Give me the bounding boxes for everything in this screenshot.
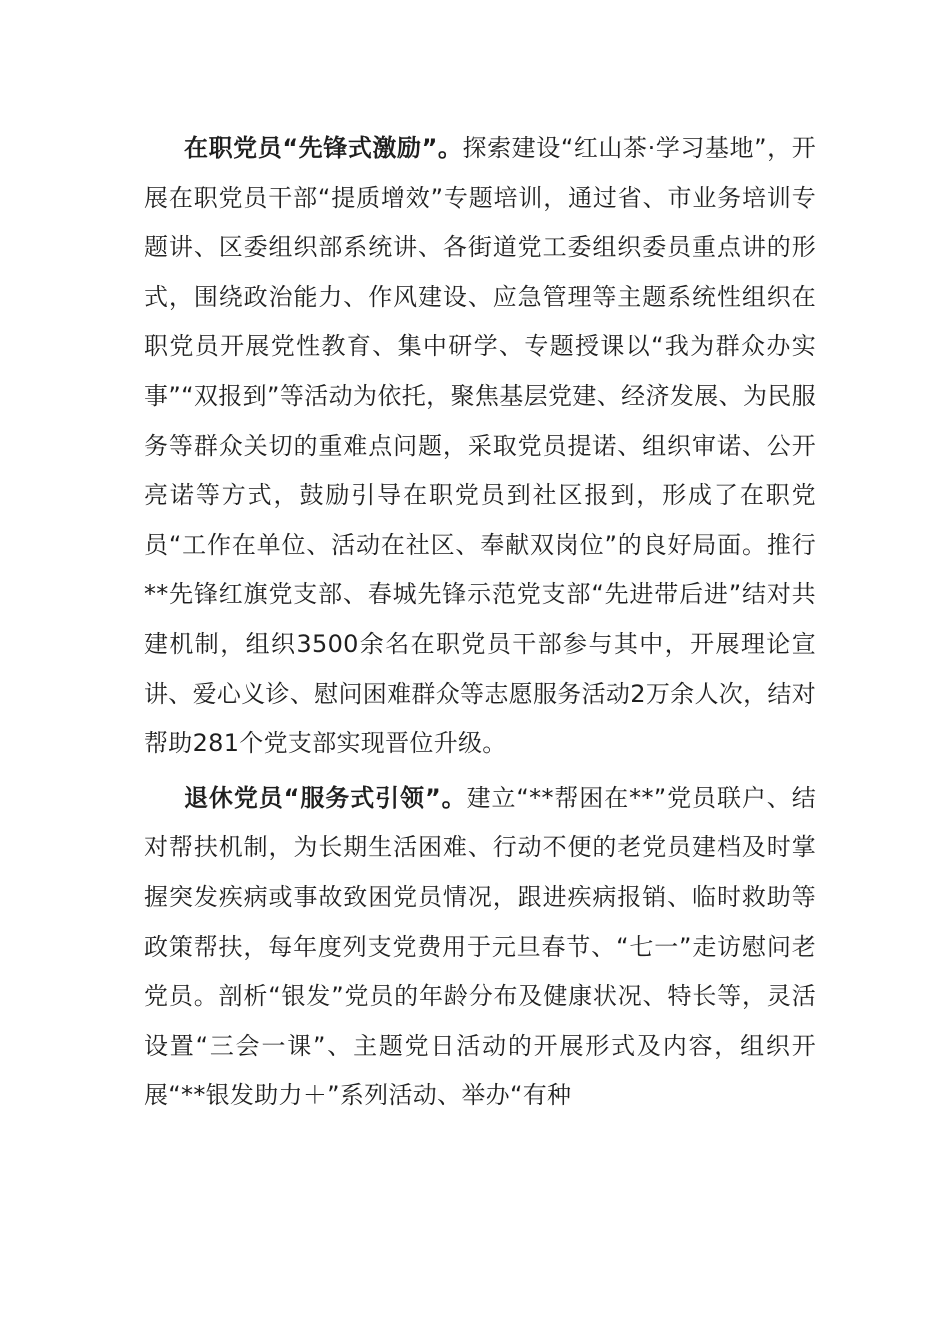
paragraph-retired-members (144, 774, 816, 1121)
paragraph-text: 建立“**帮困在**”党员联户、结对帮扶机制，为长期生活困难、行动不便的老党员建档及时掌握突发疾病或事故致困党员情况，跟进疾病报销、临时救助等政策帮扶，每年度列支党费用于元旦春节、“七一”走访慰问老党员。剖析“银发”党员的年龄分布及健康状况、特长等，灵活设置“三会一课”、主题党日活动的开展形式及内容，组织开展“**银发助力＋”系列活动、举办“有种 (144, 783, 816, 1110)
paragraph-in-service-members (144, 124, 816, 769)
paragraph-text: 探索建设“红山茶·学习基地”，开展在职党员干部“提质增效”专题培训，通过省、市业务培训专题讲、区委组织部系统讲、各街道党工委组织委员重点讲的形式，围绕政治能力、作风建设、应急管理等主题系统性组织在职党员开展党性教育、集中研学、专题授课以“我为群众办实事”“双报到”等活动为依托，聚焦基层党建、经济发展、为民服务等群众关切的重难点问题，采取党员提诺、组织审诺、公开亮诺等方式，鼓励引导在职党员到社区报到，形成了在职党员“工作在单位、活动在社区、奉献双岗位”的良好局面。推行**先锋红旗党支部、春城先锋示范党支部“先进带后进”结对共建机制，组织3500余名在职党员干部参与其中，开展理论宣讲、爱心义诊、慰问困难群众等志愿服务活动2万余人次，结对帮助281个党支部实现晋位升级。 (144, 134, 817, 758)
document-body (144, 124, 816, 1126)
paragraph-heading: 退休党员“服务式引领”。 (184, 783, 467, 812)
paragraph-heading: 在职党员“先锋式激励”。 (184, 134, 463, 162)
